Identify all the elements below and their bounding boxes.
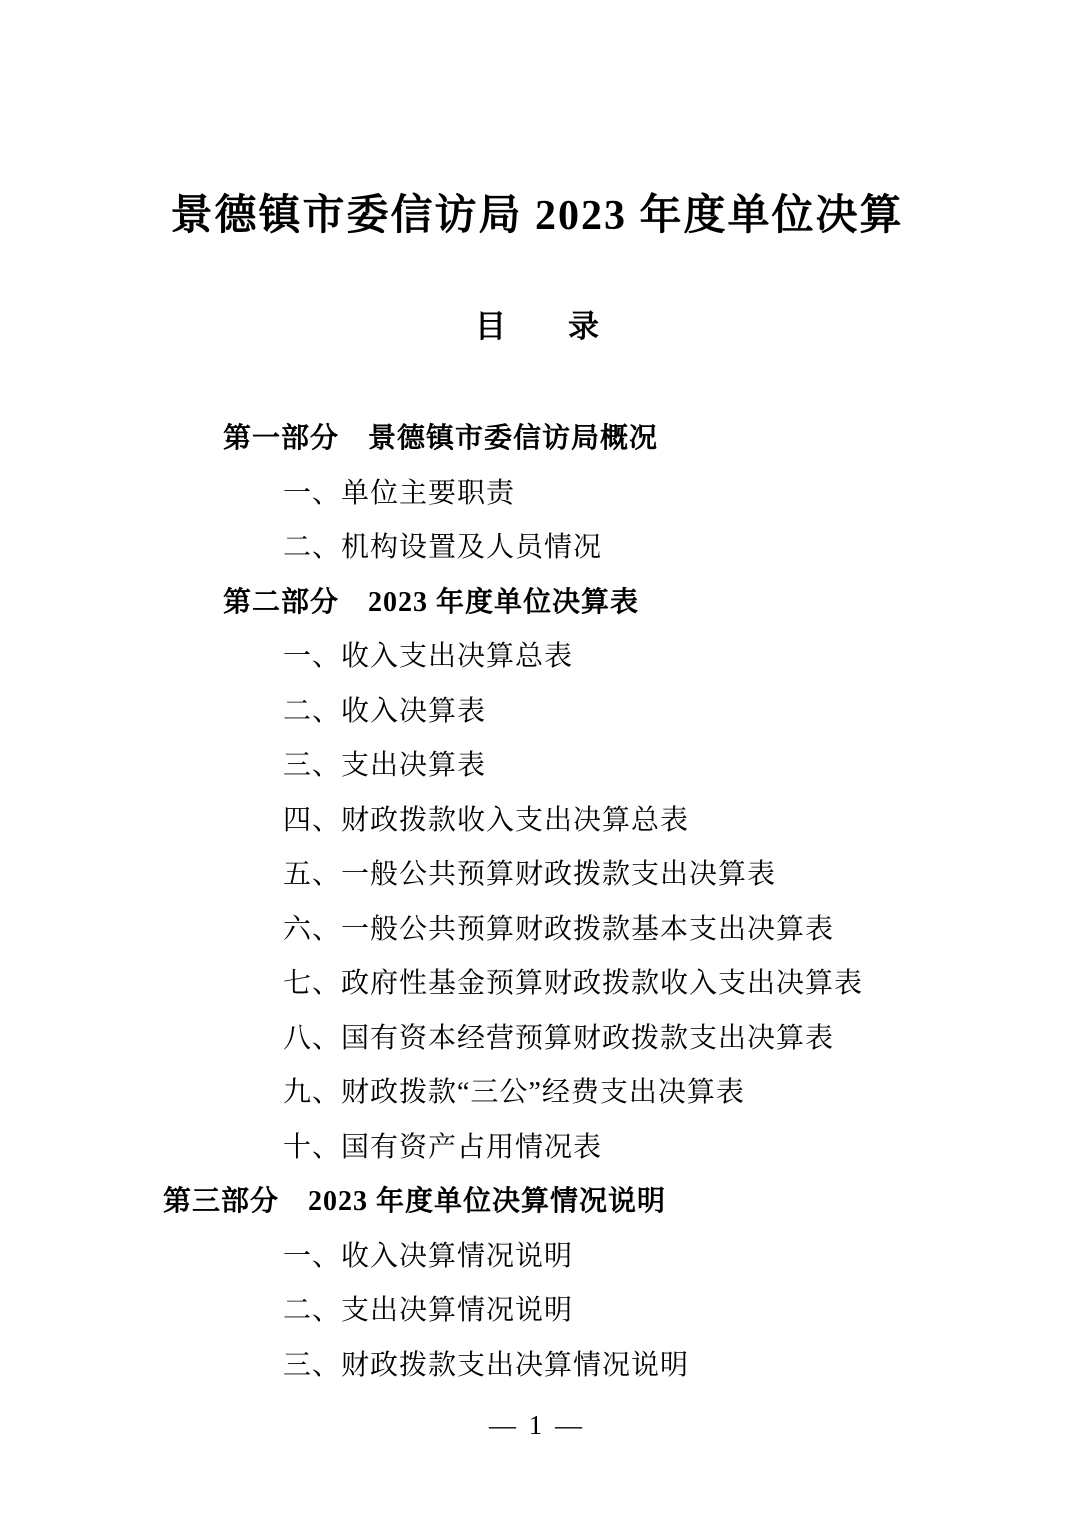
toc-section-2-heading: 第二部分 2023 年度单位决算表 (223, 586, 640, 618)
toc-section-1-heading: 第一部分 景德镇市委信访局概况 (223, 423, 659, 454)
toc-entry: 一、收入支出决算总表 (283, 641, 574, 672)
page-number: — 1 — (489, 1410, 585, 1440)
toc-entry: 十、国有资产占用情况表 (283, 1131, 603, 1163)
toc-entry: 九、财政拨款“三公”经费支出决算表 (283, 1077, 745, 1108)
toc-entry: 二、机构设置及人员情况 (283, 532, 603, 563)
toc-entry: 三、支出决算表 (283, 750, 487, 781)
toc-entry: 五、一般公共预算财政拨款支出决算表 (283, 859, 777, 890)
toc-entry: 一、收入决算情况说明 (283, 1240, 574, 1272)
toc-entry: 七、政府性基金预算财政拨款收入支出决算表 (283, 968, 864, 999)
toc-entry: 八、国有资本经营预算财政拨款支出决算表 (283, 1022, 835, 1054)
toc-heading: 目 录 (475, 309, 599, 344)
toc-entry: 三、财政拨款支出决算情况说明 (283, 1349, 690, 1381)
toc-entry: 二、收入决算表 (283, 695, 487, 727)
toc-entry: 一、单位主要职责 (283, 477, 516, 509)
document-title: 景德镇市委信访局 2023 年度单位决算 (170, 193, 904, 239)
toc-entry: 四、财政拨款收入支出决算总表 (283, 804, 690, 836)
toc-entry: 六、一般公共预算财政拨款基本支出决算表 (283, 913, 835, 945)
toc-section-3-heading: 第三部分 2023 年度单位决算情况说明 (163, 1186, 667, 1217)
table-of-contents (0, 412, 1074, 1393)
toc-entry: 二、支出决算情况说明 (283, 1295, 574, 1326)
